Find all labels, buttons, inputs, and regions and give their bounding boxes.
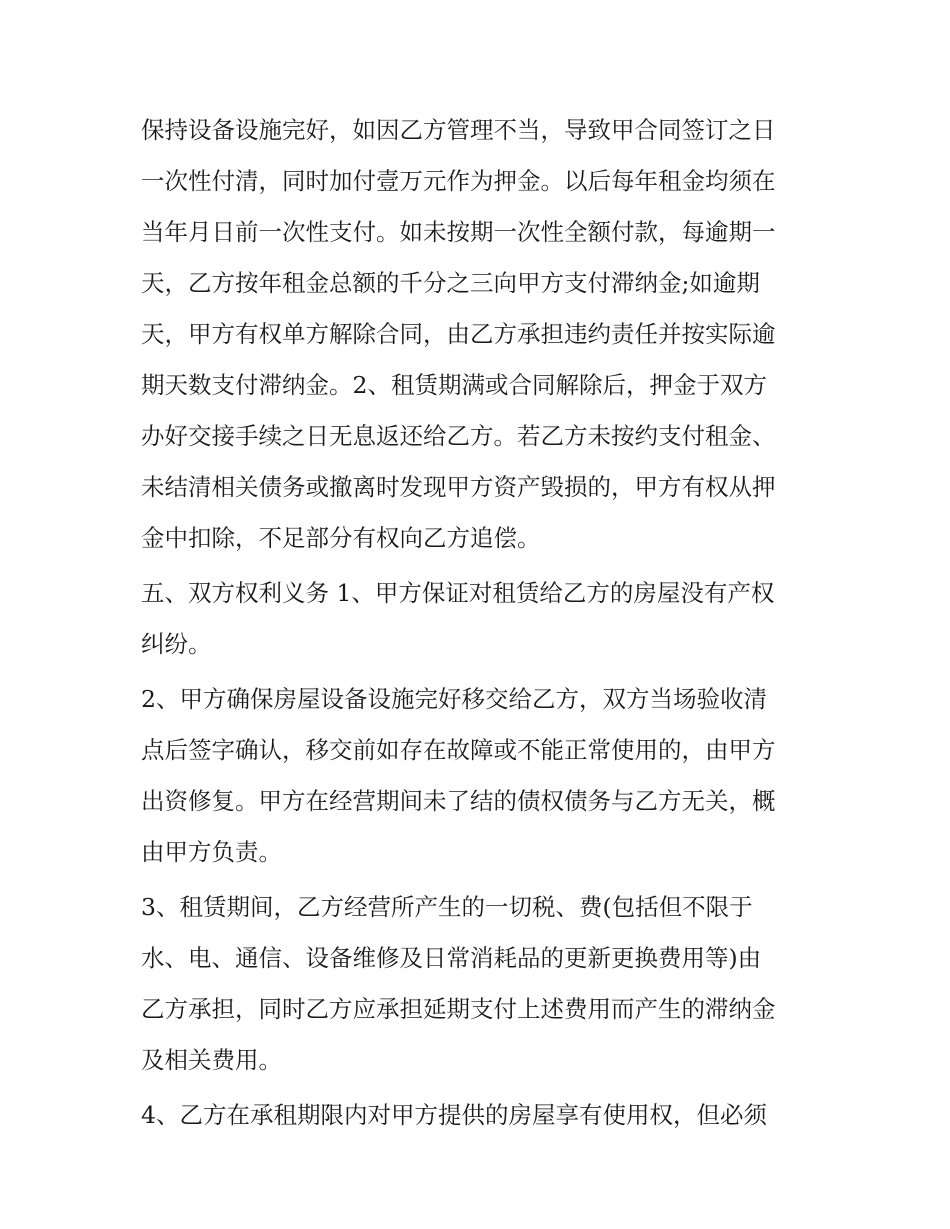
paragraph-clause-3 — [141, 882, 821, 1086]
paragraph-clause-2 — [141, 674, 821, 878]
text-line: 4、乙方在承租期限内对甲方提供的房屋享有使用权，但必须 — [141, 1101, 767, 1129]
text-line: 一次性付清，同时加付壹万元作为押金。以后每年租金均须在 — [141, 167, 776, 195]
text-line: 及相关费用。 — [141, 1046, 282, 1074]
text-line: 保持设备设施完好，如因乙方管理不当，导致甲合同签订之日 — [141, 116, 776, 144]
text-line: 出资修复。甲方在经营期间未了结的债权债务与乙方无关，概 — [141, 787, 776, 815]
paragraph-section-five — [141, 568, 821, 670]
text-line: 天，甲方有权单方解除合同，由乙方承担违约责任并按实际逾 — [141, 320, 776, 348]
text-line: 由甲方负责。 — [141, 838, 282, 866]
text-line: 期天数支付滞纳金。2、租赁期满或合同解除后，押金于双方 — [141, 371, 767, 399]
text-line: 办好交接手续之日无息返还给乙方。若乙方未按约支付租金、 — [141, 422, 776, 450]
text-line: 五、双方权利义务 1、甲方保证对租赁给乙方的房屋没有产权 — [141, 579, 775, 607]
text-line: 点后签字确认，移交前如存在故障或不能正常使用的，由甲方 — [141, 736, 776, 764]
text-line: 金中扣除，不足部分有权向乙方追偿。 — [141, 524, 541, 552]
text-line: 3、租赁期间，乙方经营所产生的一切税、费(包括但不限于 — [141, 893, 753, 921]
text-line: 2、甲方确保房屋设备设施完好移交给乙方，双方当场验收清 — [141, 685, 767, 713]
text-line: 当年月日前一次性支付。如未按期一次性全额付款，每逾期一 — [141, 218, 776, 246]
text-line: 未结清相关债务或撤离时发现甲方资产毁损的，甲方有权从押 — [141, 473, 776, 501]
text-line: 天，乙方按年租金总额的千分之三向甲方支付滞纳金;如逾期 — [141, 269, 760, 297]
text-line: 乙方承担，同时乙方应承担延期支付上述费用而产生的滞纳金 — [141, 995, 776, 1023]
text-line: 水、电、通信、设备维修及日常消耗品的更新更换费用等)由 — [141, 944, 762, 972]
document-body — [141, 105, 821, 1141]
paragraph-deposit-terms — [141, 105, 821, 564]
text-line: 纠纷。 — [141, 630, 212, 658]
paragraph-clause-4 — [141, 1090, 821, 1141]
